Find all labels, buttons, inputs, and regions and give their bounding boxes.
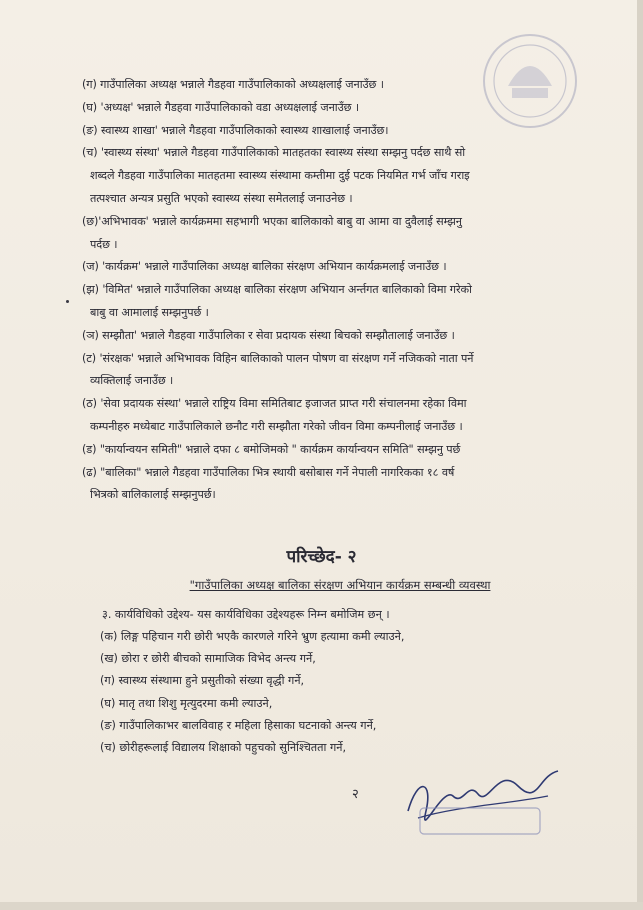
chapter-title: परिच्छेद- २ [286,547,357,567]
definition-continuation: शब्दले गैडहवा गाउँपालिका मातहतमा स्वास्थ्य संस्थामा कम्तीमा दुई पटक नियमित गर्भ जाँच गराइ [90,169,470,183]
objective-item: (घ) मातृ तथा शिशु मृत्युदरमा कमी ल्याउने, [100,696,273,710]
definitions-list [82,74,612,507]
definition-continuation: भित्रको बालिकालाई सम्झनुपर्छ। [90,488,216,502]
definition-item: (ञ) सम्झौता' भन्नाले गैडहवा गाउँपालिका र सेवा प्रदायक संस्था बिचको सम्झौतालाई जनाउँछ । [82,328,455,342]
definition-item: (च) 'स्वास्थ्य संस्था' भन्नाले गैडहवा गाउँपालिकाको मातहतका स्वास्थ्य संस्था सम्झनु पर्दछ साथै सो [82,146,466,160]
definition-item: (ग) गाउँपालिका अध्यक्ष भन्नाले गैडहवा गाउँपालिकाको अध्यक्षलाई जनाउँछ । [82,78,384,91]
definition-item: (झ) 'विमित' भन्नाले गाउँपालिका अध्यक्ष बालिका संरक्षण अभियान अर्न्तगत बालिकाको विमा गरेको [82,283,472,297]
definition-item: (ठ) 'सेवा प्रदायक संस्था' भन्नाले राष्ट्रिय विमा समितिबाट इजाजत प्राप्त गरी संचालनमा रहेका विमा [82,397,467,411]
signature-with-stamp [398,756,568,846]
definition-item: (घ) 'अध्यक्ष' भन्नाले गैडहवा गाउँपालिकाको वडा अध्यक्षलाई जनाउँछ । [82,100,359,114]
page-number: २ [352,787,359,802]
objective-item: (ग) स्वास्थ्य संस्थामा हुने प्रसुतीको संख्या वृद्धी गर्ने, [100,674,305,688]
objective-item: (ख) छोरा र छोरी बीचको सामाजिक विभेद अन्त्य गर्ने, [100,652,316,666]
page-edge-right [637,0,643,910]
objectives-heading: ३. कार्यविधिको उद्देश्य- यस कार्यविधिका उद्देश्यहरू निम्न बमोजिम छन् । [102,608,390,621]
chapter-subtitle: "गाउँपालिका अध्यक्ष बालिका संरक्षण अभियान कार्यक्रम सम्बन्धी व्यवस्था [189,578,491,592]
definition-item: (छ)'अभिभावक' भन्नाले कार्यक्रममा सहभागी भएका बालिकाको बाबु वा आमा वा दुवैलाई सम्झनु [82,214,462,228]
definition-continuation: व्यक्तिलाई जनाउँछ । [90,374,174,388]
definition-item: (ट) 'संरक्षक' भन्नाले अभिभावक विहिन बालिकाको पालन पोषण वा संरक्षण गर्ने नजिकको नाता पर्ने [82,351,474,365]
definition-item: (ड) "कार्यान्वयन समिती" भन्नाले दफा ८ बमोजिमको " कार्यक्रम कार्यान्वयन समिति" सम्झनु पर्छ [82,442,461,456]
objective-item: (क) लिङ्ग पहिचान गरी छोरी भएकै कारणले गरिने भ्रुण हत्यामा कमी ल्याउने, [100,630,405,643]
ink-mark [66,300,69,303]
page-edge-bottom [0,902,643,910]
objective-item: (च) छोरीहरूलाई विद्यालय शिक्षाको पहुचको सुनिश्चितता गर्ने, [100,741,347,755]
definition-item: (ढ) "बालिका" भन्नाले गैडहवा गाउँपालिका भित्र स्थायी बसोबास गर्ने नेपाली नागरिकका १८ वर्ष [82,465,455,479]
definition-item: (ज) 'कार्यक्रम' भन्नाले गाउँपालिका अध्यक्ष बालिका संरक्षण अभियान कार्यक्रमलाई जनाउँछ । [82,260,447,274]
definition-continuation: कम्पनीहरु मध्येबाट गाउँपालिकाले छनौट गरी सम्झौता गरेको जीवन विमा कम्पनीलाई जनाउँछ । [90,419,463,433]
definition-item: (ङ) स्वास्थ्य शाखा' भन्नाले गैडहवा गाउँपालिकाको स्वास्थ्य शाखालाई जनाउँछ। [82,123,389,137]
objectives-section [100,604,600,759]
definition-continuation: बाबु वा आमालाई सम्झनुपर्छ । [90,305,209,319]
definition-continuation: पर्दछ । [90,237,118,251]
objective-item: (ङ) गाउँपालिकाभर बालविवाह र महिला हिसाका घटनाको अन्त्य गर्ने, [100,718,377,732]
definition-continuation: तत्पश्चात अन्यत्र प्रसुति भएको स्वास्थ्य संस्था समेतलाई जनाउनेछ । [90,191,353,205]
